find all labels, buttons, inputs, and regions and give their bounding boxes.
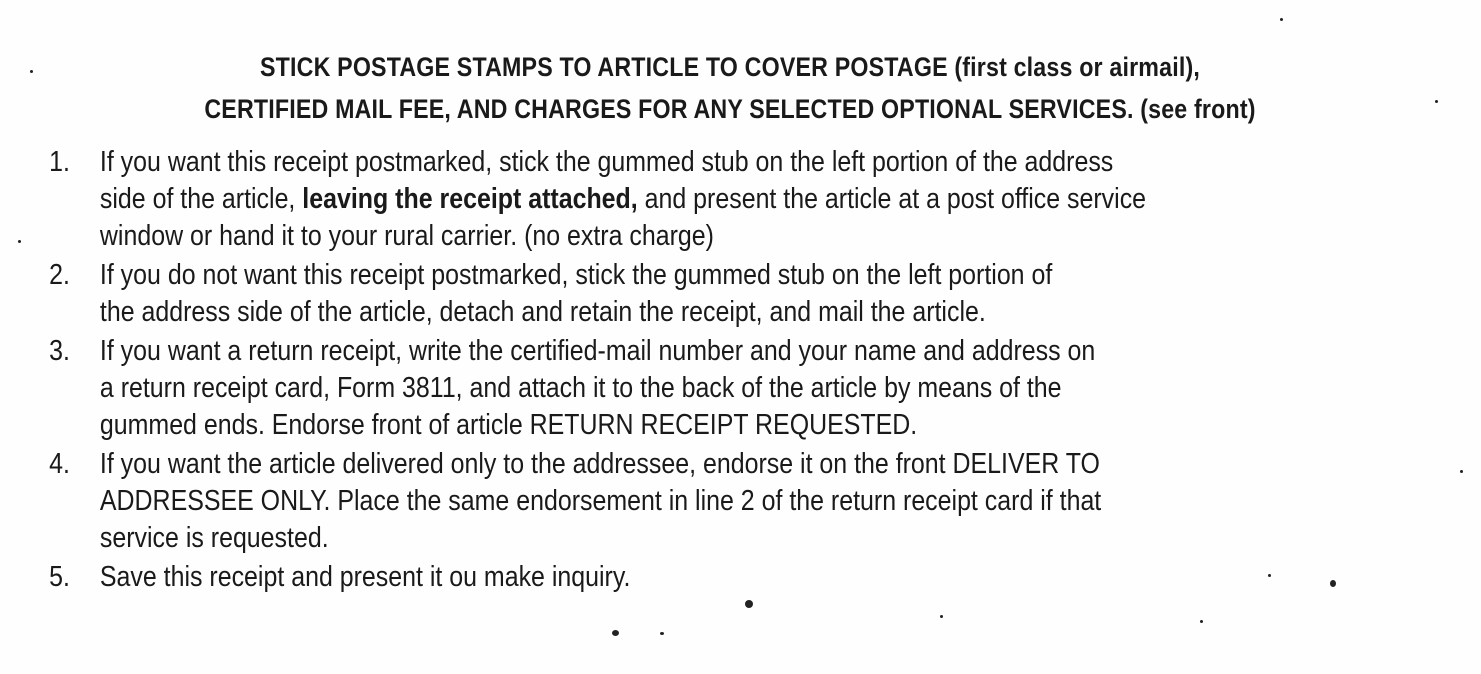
instruction-list: [44, 144, 1265, 598]
instruction-line: a return receipt card, Form 3811, and attach it to the back of the article by means of the: [99, 372, 1062, 404]
instruction-number: 3.: [49, 335, 70, 367]
scan-speck: [1280, 18, 1283, 21]
instructions-header: [154, 46, 1306, 130]
instruction-number: 5.: [49, 561, 70, 593]
scan-speck: [745, 600, 753, 608]
instruction-line: ADDRESSEE ONLY. Place the same endorsement in line 2 of the return receipt card if that: [99, 485, 1102, 517]
instruction-item-2: [44, 257, 1265, 331]
scan-speck: [1460, 470, 1463, 473]
instruction-text-segment: and present the article at a post office service: [637, 183, 1147, 215]
scan-speck: [1435, 100, 1438, 103]
instruction-number: 4.: [49, 448, 70, 480]
instruction-text: [100, 446, 1446, 557]
header-line-1: STICK POSTAGE STAMPS TO ARTICLE TO COVER POSTAGE (first class or airmail),: [260, 52, 1200, 82]
scan-speck: [660, 632, 664, 635]
instruction-item-4: [44, 446, 1265, 557]
instruction-line: [100, 181, 1446, 218]
instruction-line: the address side of the article, detach and retain the receipt, and mail the article.: [99, 296, 986, 328]
scan-speck: [30, 70, 33, 73]
emphasis-text: leaving the receipt attached,: [302, 183, 638, 215]
instruction-line: Save this receipt and present it ou make inquiry.: [99, 561, 631, 593]
instruction-item-5: [44, 559, 1265, 596]
instruction-line: If you want this receipt postmarked, stick the gummed stub on the left portion of the address: [99, 146, 1114, 178]
instruction-text: [100, 257, 1446, 331]
scan-speck: [18, 240, 21, 243]
instruction-text-segment: side of the article,: [99, 183, 303, 215]
scan-speck: [612, 630, 619, 636]
instruction-text: [100, 144, 1446, 255]
instruction-line: If you do not want this receipt postmarked, stick the gummed stub on the left portion of: [99, 259, 1053, 291]
instruction-line: window or hand it to your rural carrier. (no extra charge): [99, 220, 714, 252]
instruction-text: [100, 333, 1446, 444]
header-line-2: CERTIFIED MAIL FEE, AND CHARGES FOR ANY SELECTED OPTIONAL SERVICES. (see front): [204, 94, 1256, 124]
instruction-item-3: [44, 333, 1265, 444]
instruction-line: If you want a return receipt, write the certified-mail number and your name and address on: [99, 335, 1096, 367]
scan-speck: [1268, 574, 1271, 577]
scan-speck: [1200, 620, 1203, 623]
instruction-line: If you want the article delivered only to the addressee, endorse it on the front DELIVER TO: [99, 448, 1100, 480]
instruction-item-1: [44, 144, 1265, 255]
instruction-line: service is requested.: [99, 522, 329, 554]
scan-speck: [1330, 580, 1336, 587]
scan-speck: [940, 615, 943, 618]
instruction-number: 1.: [49, 146, 70, 178]
instruction-line: gummed ends. Endorse front of article RETURN RECEIPT REQUESTED.: [99, 409, 918, 441]
instruction-text: [100, 559, 1446, 596]
instruction-number: 2.: [49, 259, 70, 291]
